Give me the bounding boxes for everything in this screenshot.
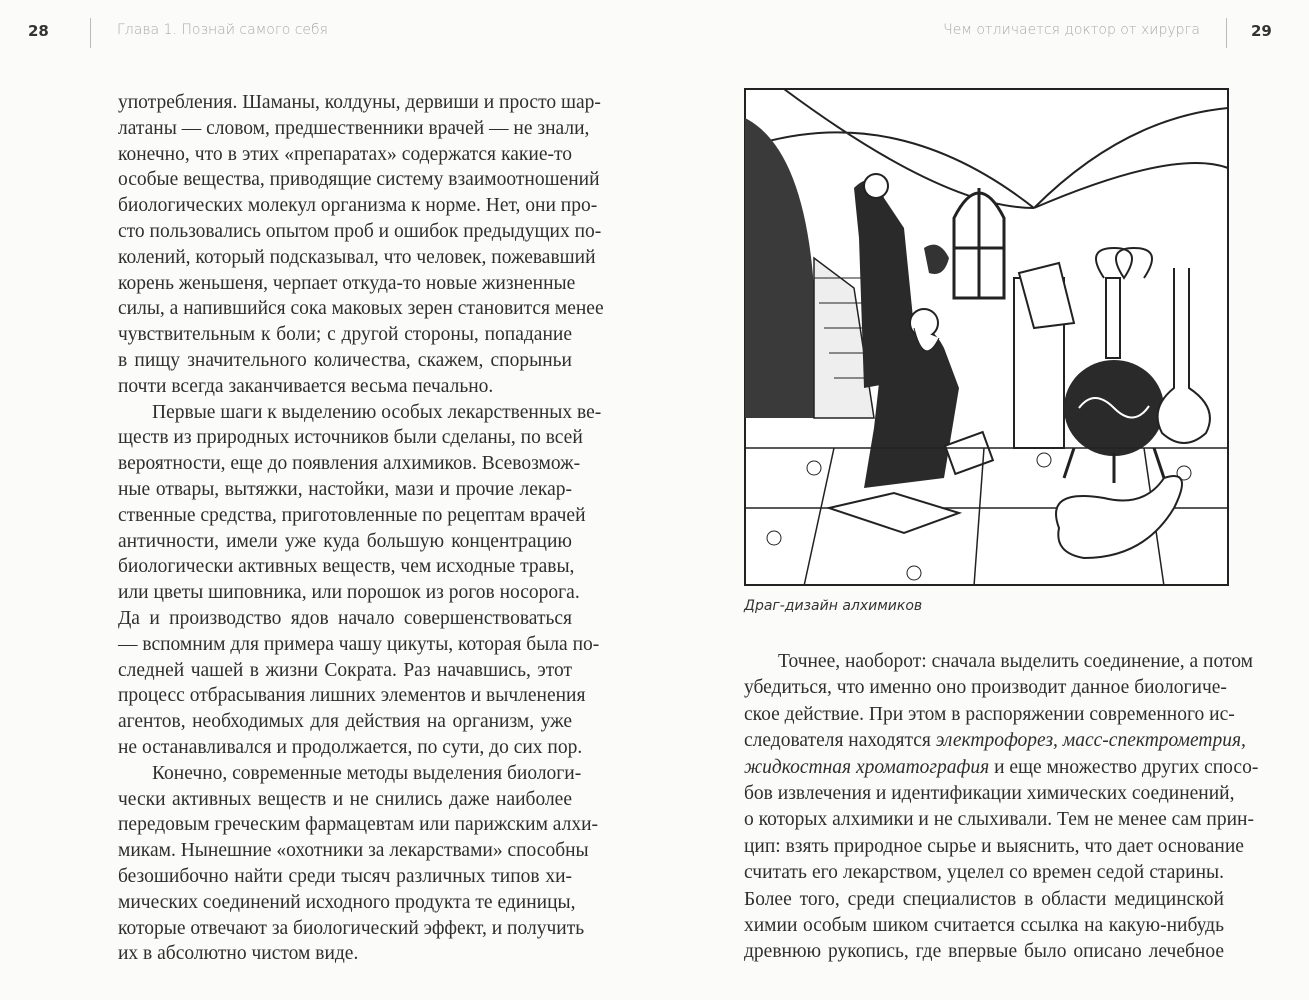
- running-title-left: Глава 1. Познай самого себя: [117, 22, 328, 38]
- italic-term: электрофорез, масс-спектрометрия,: [935, 730, 1246, 752]
- text-line: биологических молекул организма к норме. Нет, они про-: [118, 195, 598, 217]
- text-line: — вспомним для примера чашу цикуты, которая была по-: [118, 633, 600, 655]
- text-line: их в абсолютно чистом виде.: [118, 943, 359, 965]
- text-line: Более того, среди специалистов в области медицинской: [744, 888, 1224, 910]
- text-line: ственные средства, приготовленные по рецептам врачей: [118, 504, 586, 526]
- alchemists-illustration: [744, 88, 1229, 586]
- page-number-left: 28: [28, 22, 49, 40]
- text-line: Конечно, современные методы выделения биологи-: [152, 762, 582, 784]
- text-line: силы, а напившийся сока маковых зерен становится менее: [118, 298, 604, 320]
- text-line: [744, 755, 1259, 781]
- text-line: бов извлечения и идентификации химических соединений,: [744, 782, 1235, 804]
- right-body-text: [744, 649, 1259, 966]
- text-line: сто пользовались опытом проб и ошибок предыдущих по-: [118, 220, 602, 242]
- text-line: считать его лекарством, уцелел со времен седой старины.: [744, 862, 1224, 884]
- text-line: Первые шаги к выделению особых лекарственных ве-: [152, 401, 602, 423]
- text-span: и еще множество других спосо-: [989, 756, 1259, 778]
- text-line: мических соединений исходного продукта те единицы,: [118, 891, 576, 913]
- text-line: вероятности, еще до появления алхимиков. Всевозмож-: [118, 453, 581, 475]
- italic-term: жидкостная хроматография: [744, 756, 990, 778]
- text-line: убедиться, что именно оно производит данное биологиче-: [744, 677, 1227, 699]
- text-line: корень женьшеня, черпает откуда-то новые жизненные: [118, 272, 576, 294]
- text-line: химии особым шиком считается ссылка на какую-нибудь: [744, 914, 1224, 936]
- text-line: или цветы шиповника, или порошок из рогов носорога.: [118, 582, 580, 604]
- text-line: цип: взять природное сырье и выяснить, что дает основание: [744, 835, 1244, 857]
- text-line: почти всегда заканчивается весьма печально.: [118, 375, 494, 397]
- text-line: в пищу значительного количества, скажем, спорыньи: [118, 349, 572, 371]
- header-divider: [1226, 18, 1227, 48]
- text-line: конечно, что в этих «препаратах» содержатся какие-то: [118, 143, 572, 165]
- text-line: особые вещества, приводящие систему взаимоотношений: [118, 169, 600, 191]
- text-line: колений, который подсказывал, что человек, пожевавший: [118, 246, 596, 268]
- text-line: латаны — словом, предшественники врачей — не знали,: [118, 117, 590, 139]
- text-line: следней чашей в жизни Сократа. Раз начавшись, этот: [118, 659, 572, 681]
- header-divider: [90, 18, 91, 48]
- text-line: [744, 728, 1246, 754]
- text-line: биологически активных веществ, чем исходные травы,: [118, 556, 575, 578]
- text-line: микам. Нынешние «охотники за лекарствами» способны: [118, 840, 589, 862]
- text-line: ское действие. При этом в распоряжении современного ис-: [744, 703, 1235, 725]
- text-line: о которых алхимики и не слыхивали. Тем не менее сам прин-: [744, 809, 1254, 831]
- text-line: передовым греческим фармацевтам или парижским алхи-: [118, 814, 599, 836]
- text-line: Да и производство ядов начало совершенствоваться: [118, 607, 572, 629]
- text-span: следователя находятся: [744, 730, 936, 752]
- text-line: агентов, необходимых для действия на организм, уже: [118, 711, 572, 733]
- text-line: античности, имели уже куда большую концентрацию: [118, 530, 572, 552]
- text-line: которые отвечают за биологический эффект, и получить: [118, 917, 585, 939]
- text-line: древнюю рукопись, где впервые было описано лечебное: [744, 941, 1224, 963]
- text-line: безошибочно найти среди тысяч различных типов хи-: [118, 865, 572, 887]
- text-line: чески активных веществ и не снились даже наиболее: [118, 788, 572, 810]
- left-body-text: [118, 90, 604, 967]
- text-line: употребления. Шаманы, колдуны, дервиши и просто шар-: [118, 92, 601, 113]
- page-number-right: 29: [1251, 22, 1272, 40]
- text-line: чувствительным к боли; с другой стороны, попадание: [118, 324, 572, 346]
- figure-caption: Драг-дизайн алхимиков: [744, 598, 923, 614]
- text-line: ществ из природных источников были сделаны, по всей: [118, 427, 583, 449]
- text-line: процесс отбрасывания лишних элементов и вычленения: [118, 685, 586, 707]
- text-line: не останавливался и продолжается, по сути, до сих пор.: [118, 736, 583, 758]
- running-title-right: Чем отличается доктор от хирурга: [943, 22, 1200, 38]
- text-line: ные отвары, вытяжки, настойки, мази и прочие лекар-: [118, 478, 572, 500]
- text-line: Точнее, наоборот: сначала выделить соединение, а потом: [778, 651, 1253, 672]
